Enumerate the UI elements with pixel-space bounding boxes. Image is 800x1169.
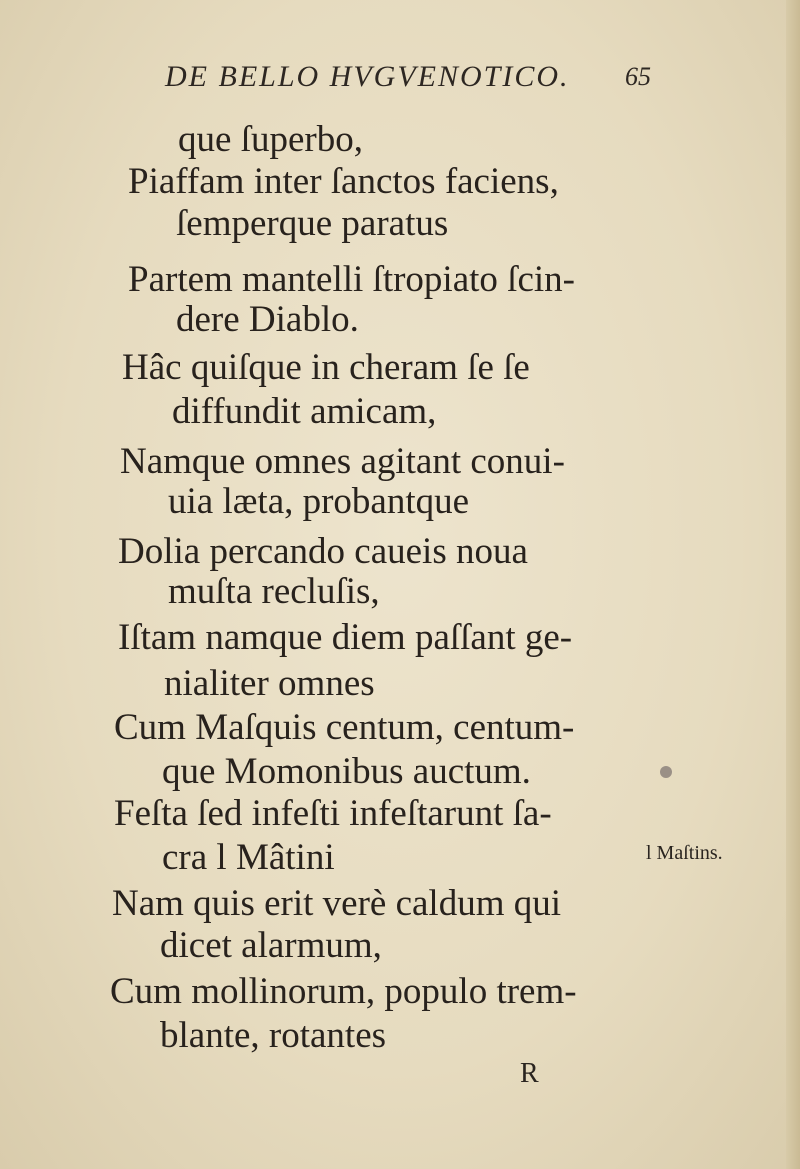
verse-line: Nam quis erit verè caldum qui bbox=[112, 883, 562, 924]
verse-line: blante, rotantes bbox=[160, 1015, 387, 1056]
page-number: 65 bbox=[625, 62, 651, 91]
signature-mark: R bbox=[520, 1058, 539, 1089]
verse-line: Piaffam inter ſanctos faciens, bbox=[128, 161, 559, 202]
verse-line: ſemperque paratus bbox=[176, 203, 449, 244]
verse-line: Partem mantelli ſtropiato ſcin- bbox=[128, 259, 575, 300]
verse-line: que ſuperbo, bbox=[178, 119, 363, 160]
verse-line: dere Diablo. bbox=[176, 299, 359, 340]
verse-line: cra l Mâtini bbox=[162, 837, 335, 878]
verse-line: Feſta ſed infeſti infeſtarunt ſa- bbox=[114, 793, 552, 834]
verse-line: nialiter omnes bbox=[164, 663, 375, 704]
verse-line: que Momonibus auctum. bbox=[162, 751, 531, 792]
verse-line: dicet alarmum, bbox=[160, 925, 382, 966]
verse-line: Namque omnes agitant conui- bbox=[120, 441, 565, 482]
verse-line: diffundit amicam, bbox=[172, 391, 437, 432]
margin-note: l Maſtins. bbox=[646, 842, 723, 864]
verse-line: Cum mollinorum, populo trem- bbox=[110, 971, 577, 1012]
verse-line: muſta recluſis, bbox=[168, 571, 380, 612]
verse-line: Dolia percando caueis noua bbox=[118, 531, 528, 572]
verse-line: Iſtam namque diem paſſant ge- bbox=[118, 617, 573, 658]
verse-line: Cum Maſquis centum, centum- bbox=[114, 707, 575, 748]
ink-blot bbox=[660, 766, 672, 778]
running-head: DE BELLO HVGVENOTICO. bbox=[165, 60, 570, 93]
verse-line: uia læta, probantque bbox=[168, 481, 470, 522]
verse-line: Hâc quiſque in cheram ſe ſe bbox=[122, 347, 530, 388]
